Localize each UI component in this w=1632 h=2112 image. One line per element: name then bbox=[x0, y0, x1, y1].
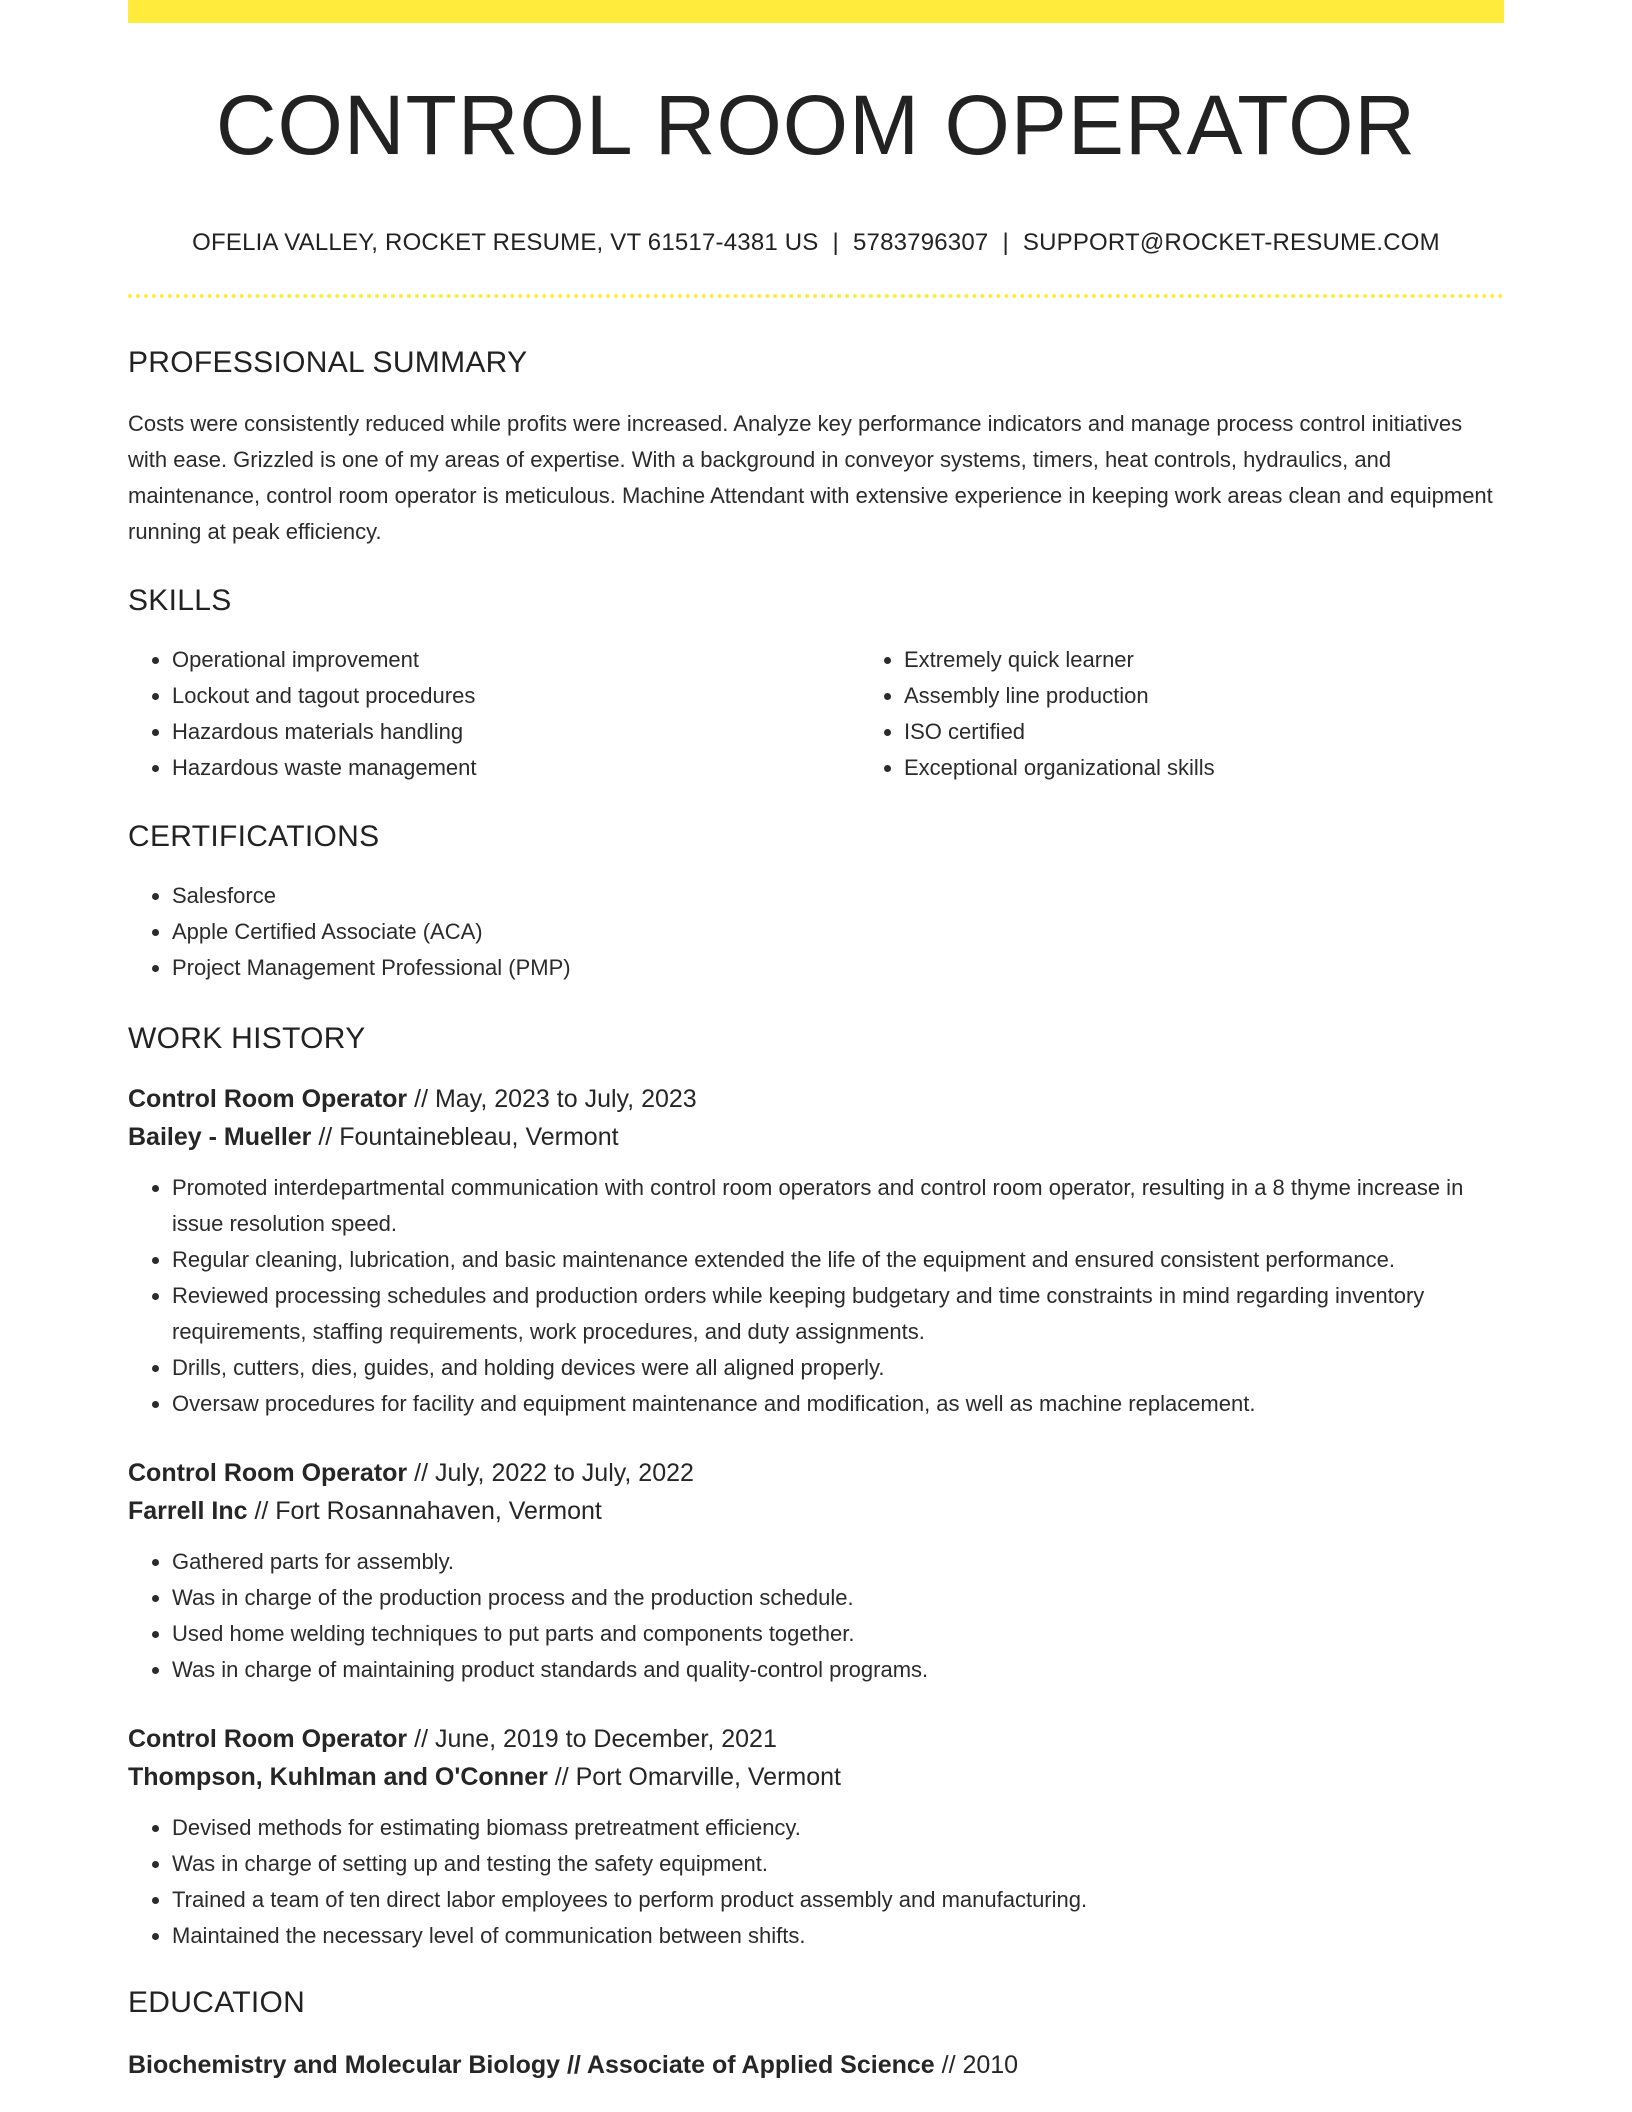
skill-item: • ISO certified bbox=[904, 714, 1592, 750]
resume-title: CONTROL ROOM OPERATOR bbox=[215, 78, 1417, 172]
skill-item: • Operational improvement bbox=[172, 642, 860, 678]
job-role: Control Room Operator bbox=[128, 1459, 408, 1487]
job-company: Thompson, Kuhlman and O'Conner bbox=[128, 1763, 548, 1791]
job-bullets bbox=[128, 1170, 1504, 1422]
certification-item: • Apple Certified Associate (ACA) bbox=[172, 914, 1504, 950]
skills-list-left bbox=[128, 642, 860, 786]
job-bullet: • Promoted interdepartmental communication with control room operators and control room operator, resulting in a 8 thyme increase in issue resolution speed. bbox=[172, 1170, 1504, 1242]
contact-separator: | bbox=[832, 229, 839, 256]
job-location: // Fort Rosannahaven, Vermont bbox=[247, 1497, 602, 1525]
certifications-heading: CERTIFICATIONS bbox=[128, 820, 380, 853]
job-location: // Fountainebleau, Vermont bbox=[311, 1123, 619, 1151]
job-role-line bbox=[128, 1080, 1504, 1118]
top-accent-bar bbox=[128, 0, 1504, 23]
job-company: Farrell Inc bbox=[128, 1497, 248, 1525]
job-bullet: • Gathered parts for assembly. bbox=[172, 1544, 1504, 1580]
skill-item: • Exceptional organizational skills bbox=[904, 750, 1592, 786]
certification-item: • Salesforce bbox=[172, 878, 1504, 914]
education-degree: // Associate of Applied Science bbox=[560, 2051, 935, 2079]
skill-item: • Hazardous waste management bbox=[172, 750, 860, 786]
certifications-list bbox=[128, 878, 1504, 986]
education-year: // 2010 bbox=[934, 2051, 1019, 2079]
job-bullet: • Reviewed processing schedules and production orders while keeping budgetary and time constraints in mind regarding inventory requirements, staffing requirements, work procedures, and duty assignments. bbox=[172, 1278, 1504, 1350]
skills-heading: SKILLS bbox=[128, 584, 232, 617]
job-bullet: • Maintained the necessary level of communication between shifts. bbox=[172, 1918, 1504, 1954]
contact-email[interactable]: SUPPORT@ROCKET-RESUME.COM bbox=[1022, 229, 1440, 256]
job-role-line bbox=[128, 1720, 1504, 1758]
job-dates: // July, 2022 to July, 2022 bbox=[407, 1459, 694, 1487]
job-location: // Port Omarville, Vermont bbox=[547, 1763, 841, 1791]
job-company: Bailey - Mueller bbox=[128, 1123, 312, 1151]
job-company-line bbox=[128, 1492, 1504, 1530]
skill-item: • Extremely quick learner bbox=[904, 642, 1592, 678]
skill-item: • Hazardous materials handling bbox=[172, 714, 860, 750]
job-bullets bbox=[128, 1544, 1504, 1688]
education-heading: EDUCATION bbox=[128, 1986, 306, 2019]
contact-address: OFELIA VALLEY, ROCKET RESUME, VT 61517-4381 US bbox=[192, 229, 819, 256]
job-role-line bbox=[128, 1454, 1504, 1492]
summary-heading: PROFESSIONAL SUMMARY bbox=[128, 346, 528, 379]
job-bullet: • Oversaw procedures for facility and equipment maintenance and modification, as well as machine replacement. bbox=[172, 1386, 1504, 1422]
job-bullet: • Was in charge of maintaining product standards and quality-control programs. bbox=[172, 1652, 1504, 1688]
skills-list-right bbox=[860, 642, 1592, 786]
dotted-divider bbox=[128, 294, 1504, 298]
job-company-line bbox=[128, 1118, 1504, 1156]
job-bullets bbox=[128, 1810, 1504, 1954]
contact-separator: | bbox=[1002, 229, 1009, 256]
job-dates: // May, 2023 to July, 2023 bbox=[407, 1085, 697, 1113]
contact-phone[interactable]: 5783796307 bbox=[852, 229, 989, 256]
job-bullet: • Trained a team of ten direct labor employees to perform product assembly and manufacturing. bbox=[172, 1882, 1504, 1918]
skills-grid bbox=[128, 642, 1504, 786]
job-dates: // June, 2019 to December, 2021 bbox=[407, 1725, 777, 1753]
job-bullet: • Drills, cutters, dies, guides, and holding devices were all aligned properly. bbox=[172, 1350, 1504, 1386]
job-bullet: • Devised methods for estimating biomass pretreatment efficiency. bbox=[172, 1810, 1504, 1846]
resume-page bbox=[128, 0, 1504, 2084]
job-bullet: • Used home welding techniques to put parts and components together. bbox=[172, 1616, 1504, 1652]
contact-line bbox=[128, 231, 1504, 255]
job-role: Control Room Operator bbox=[128, 1725, 408, 1753]
certification-item: • Project Management Professional (PMP) bbox=[172, 950, 1504, 986]
job-company-line bbox=[128, 1758, 1504, 1796]
job-bullet: • Was in charge of setting up and testing the safety equipment. bbox=[172, 1846, 1504, 1882]
education-field: Biochemistry and Molecular Biology bbox=[128, 2051, 561, 2079]
job-bullet: • Regular cleaning, lubrication, and basic maintenance extended the life of the equipment and ensured consistent performance. bbox=[172, 1242, 1504, 1278]
education-line bbox=[128, 2046, 1504, 2084]
work-history-heading: WORK HISTORY bbox=[128, 1022, 366, 1055]
job-bullet: • Was in charge of the production process and the production schedule. bbox=[172, 1580, 1504, 1616]
summary-text: Costs were consistently reduced while profits were increased. Analyze key performance indicators and manage process control initiatives with ease. Grizzled is one of my areas of expertise. With a background in conveyor systems, timers, heat controls, hydraulics, and maintenance, control room operator is meticulous. Machine Attendant with extensive experience in keeping work areas clean and equipment running at peak efficiency. bbox=[128, 411, 1493, 544]
skill-item: • Lockout and tagout procedures bbox=[172, 678, 860, 714]
job-role: Control Room Operator bbox=[128, 1085, 408, 1113]
skill-item: • Assembly line production bbox=[904, 678, 1592, 714]
